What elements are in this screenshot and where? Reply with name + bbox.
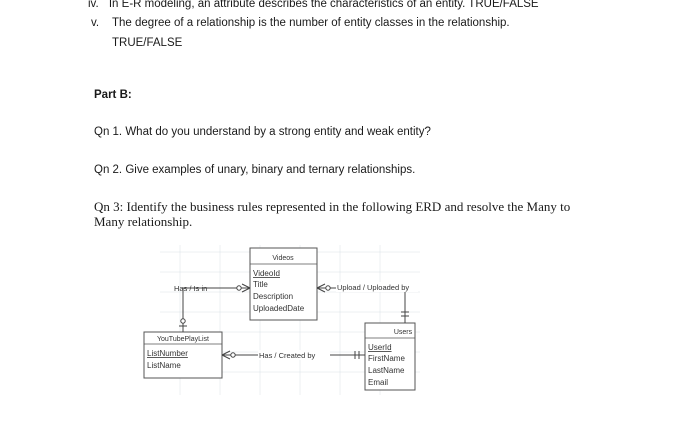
question-3-line1: Qn 3: Identify the business rules represented in the following ERD and resolve the Many to: [94, 199, 571, 214]
entity-users-key: UserId: [368, 343, 392, 352]
question-3-line2: Many relationship.: [94, 214, 193, 229]
entity-playlist-key: ListNumber: [147, 349, 188, 358]
part-title: Part B:: [94, 89, 132, 101]
entity-users-attr-firstname: FirstName: [368, 354, 405, 363]
entity-users-attr-lastname: LastName: [368, 366, 405, 375]
relationship-has-created-label: Has / Created by: [259, 351, 316, 360]
question-2: Qn 2. Give examples of unary, binary and ternary relationships.: [94, 164, 416, 176]
list-marker: iv.: [88, 0, 99, 10]
entity-users: [365, 323, 415, 390]
entity-videos-attr-uploaded-date: UploadedDate: [253, 304, 305, 313]
list-item-v-line1: The degree of a relationship is the number of entity classes in the relationship.: [112, 17, 510, 29]
relationship-upload-label: Upload / Uploaded by: [337, 283, 410, 292]
entity-playlist-attr-listname: ListName: [147, 361, 181, 370]
list-item-v-line2: TRUE/FALSE: [112, 37, 183, 49]
list-text: In E-R modeling, an attribute describes the characteristics of an entity. TRUE/FALSE: [108, 0, 539, 10]
relationship-has-is-in-label: Has / Is in: [174, 284, 208, 293]
question-1: Qn 1. What do you understand by a strong entity and weak entity?: [94, 126, 431, 138]
entity-playlist-title: YouTubePlayList: [156, 336, 210, 343]
entity-videos-attr-description: Description: [253, 292, 294, 301]
entity-videos-key: VideoId: [253, 269, 280, 278]
entity-users-attr-email: Email: [368, 378, 389, 387]
list-marker-v: v.: [91, 17, 100, 29]
entity-playlist: [144, 332, 222, 378]
entity-videos: [250, 248, 317, 320]
entity-videos-title: Videos: [272, 255, 294, 262]
entity-users-title: Users: [393, 329, 413, 336]
entity-videos-attr-title: Title: [253, 280, 268, 289]
